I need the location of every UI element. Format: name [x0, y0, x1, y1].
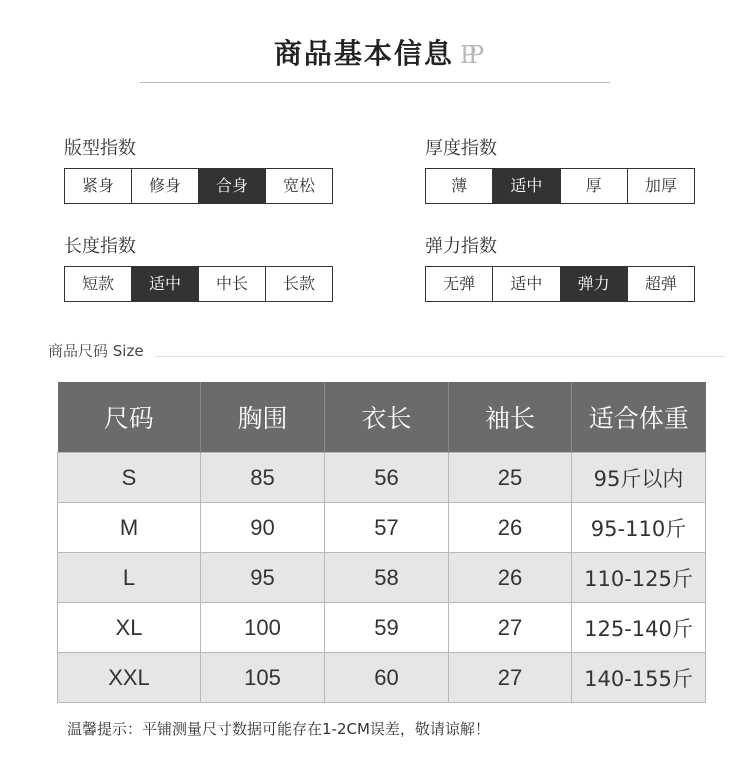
length-option-3: 中长 — [199, 267, 266, 301]
brand-logo-icon: PP — [459, 41, 477, 69]
header-sleeve: 袖长 — [449, 382, 572, 453]
header-length: 衣长 — [325, 382, 449, 453]
cell-size: S — [58, 453, 201, 503]
cell-length: 58 — [325, 553, 449, 603]
size-table — [57, 382, 706, 703]
cell-chest: 100 — [201, 603, 325, 653]
fit-index — [64, 136, 333, 204]
header-size: 尺码 — [58, 382, 201, 453]
title-divider — [140, 82, 610, 83]
cell-length: 56 — [325, 453, 449, 503]
elasticity-option-2: 适中 — [493, 267, 560, 301]
cell-sleeve: 25 — [449, 453, 572, 503]
header-chest: 胸围 — [201, 382, 325, 453]
cell-weight: 140-155斤 — [572, 653, 706, 703]
length-option-2-selected: 适中 — [132, 267, 199, 301]
thickness-option-4: 加厚 — [628, 169, 694, 203]
thickness-index-label: 厚度指数 — [425, 138, 497, 159]
elasticity-index-options — [425, 266, 695, 302]
thickness-option-1: 薄 — [426, 169, 493, 203]
cell-size: M — [58, 503, 201, 553]
elasticity-index-label: 弹力指数 — [425, 236, 497, 257]
cell-chest: 95 — [201, 553, 325, 603]
elasticity-index — [425, 234, 695, 302]
table-row — [58, 653, 706, 703]
page-title-text: 商品基本信息 — [273, 37, 454, 70]
table-row — [58, 603, 706, 653]
cell-weight: 125-140斤 — [572, 603, 706, 653]
fit-option-3-selected: 合身 — [199, 169, 266, 203]
length-index-options — [64, 266, 333, 302]
size-table-header-row — [58, 382, 706, 453]
length-index — [64, 234, 333, 302]
fit-option-1: 紧身 — [65, 169, 132, 203]
elasticity-option-1: 无弹 — [426, 267, 493, 301]
page-title — [0, 32, 750, 72]
cell-length: 59 — [325, 603, 449, 653]
fit-option-4: 宽松 — [266, 169, 332, 203]
cell-length: 60 — [325, 653, 449, 703]
cell-weight: 110-125斤 — [572, 553, 706, 603]
table-row — [58, 503, 706, 553]
fit-option-2: 修身 — [132, 169, 199, 203]
thickness-index-options — [425, 168, 695, 204]
cell-sleeve: 26 — [449, 553, 572, 603]
cell-size: XL — [58, 603, 201, 653]
fit-index-options — [64, 168, 333, 204]
fit-index-label: 版型指数 — [64, 138, 136, 159]
cell-size: XXL — [58, 653, 201, 703]
thickness-option-2-selected: 适中 — [493, 169, 560, 203]
cell-sleeve: 27 — [449, 653, 572, 703]
length-option-4: 长款 — [266, 267, 332, 301]
cell-chest: 85 — [201, 453, 325, 503]
size-section-title: 商品尺码 Size — [48, 342, 144, 360]
measurement-note: 温馨提示：平铺测量尺寸数据可能存在1-2CM误差，敬请谅解！ — [67, 720, 490, 738]
header-weight: 适合体重 — [572, 382, 706, 453]
length-option-1: 短款 — [65, 267, 132, 301]
thickness-index — [425, 136, 695, 204]
cell-chest: 105 — [201, 653, 325, 703]
cell-length: 57 — [325, 503, 449, 553]
cell-weight: 95-110斤 — [572, 503, 706, 553]
cell-sleeve: 27 — [449, 603, 572, 653]
table-row — [58, 553, 706, 603]
cell-chest: 90 — [201, 503, 325, 553]
elasticity-option-4: 超弹 — [628, 267, 694, 301]
cell-size: L — [58, 553, 201, 603]
cell-sleeve: 26 — [449, 503, 572, 553]
cell-weight: 95斤以内 — [572, 453, 706, 503]
size-section-divider — [155, 356, 725, 357]
table-row — [58, 453, 706, 503]
length-index-label: 长度指数 — [64, 236, 136, 257]
elasticity-option-3-selected: 弹力 — [561, 267, 628, 301]
thickness-option-3: 厚 — [561, 169, 628, 203]
